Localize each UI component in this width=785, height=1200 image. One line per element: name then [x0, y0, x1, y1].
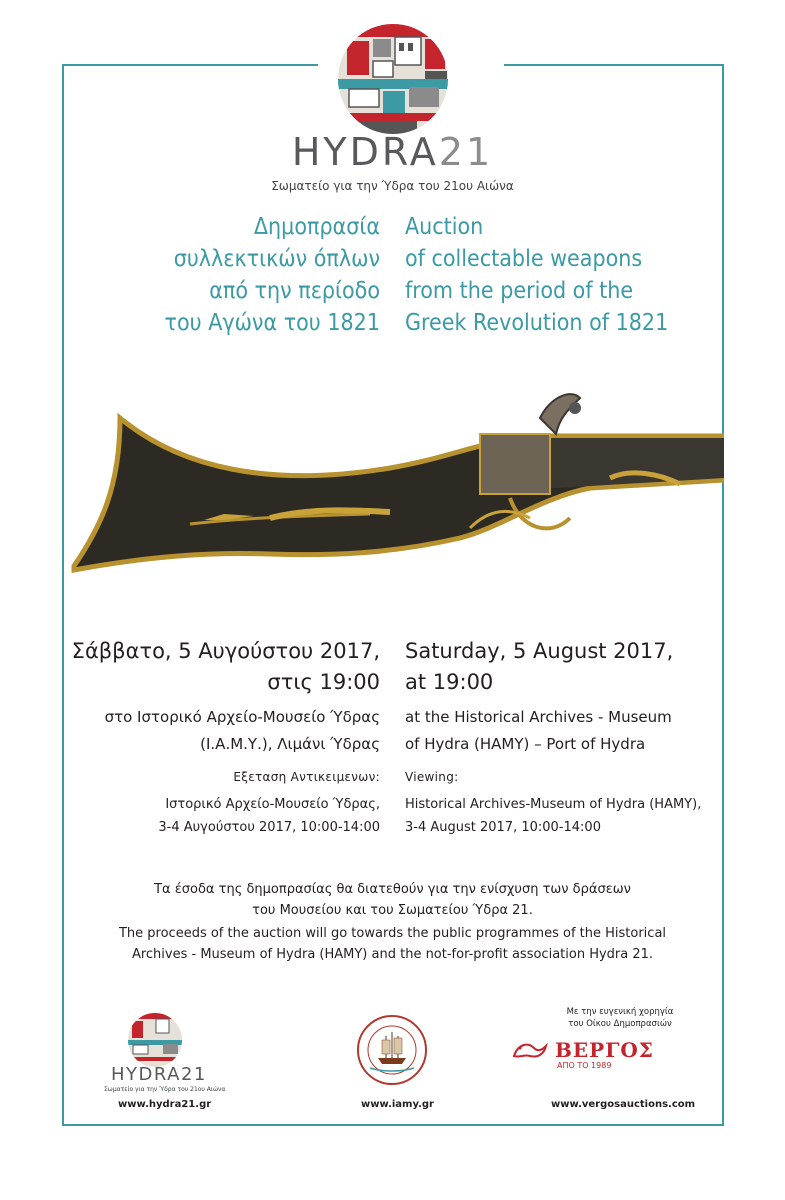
hydra-url-link[interactable]: www.hydra21.gr	[118, 1099, 212, 1110]
iamy-seal-icon	[356, 1014, 428, 1086]
flintlock-rifle-image	[70, 378, 724, 578]
viewing-english-line: Historical Archives-Museum of Hydra (HAMY),	[405, 797, 702, 812]
viewing-greek	[158, 793, 380, 839]
footer-hydra-brand: HYDRA21	[111, 1064, 207, 1085]
proceeds-english	[0, 923, 785, 965]
viewing-greek-line: 3-4 Αυγούστου 2017, 10:00-14:00	[158, 820, 380, 835]
date-english-line: Saturday, 5 August 2017,	[405, 639, 674, 663]
date-greek-line: Σάββατο, 5 Αυγούστου 2017,	[71, 639, 380, 663]
date-english-line: at 19:00	[405, 670, 494, 694]
title-greek	[165, 211, 380, 339]
hydra21-logo-icon	[337, 23, 449, 135]
date-greek	[72, 636, 380, 698]
sponsor-note-line: Με την ευγενική χορηγία	[566, 1007, 674, 1017]
viewing-greek-line: Ιστορικό Αρχείο-Μουσείο Ύδρας,	[165, 797, 380, 812]
vergos-since: ΑΠΟ ΤΟ 1989	[557, 1061, 612, 1070]
iamy-url-link[interactable]: www.iamy.gr	[361, 1099, 434, 1110]
brand-number: 21	[438, 130, 494, 174]
title-english-line: from the period of the	[405, 278, 634, 304]
viewing-heading-english: Viewing:	[405, 770, 459, 784]
viewing-heading-greek: Εξεταση Αντικειμενων:	[233, 770, 380, 784]
hydra21-small-logo-icon	[127, 1012, 183, 1068]
venue-english	[405, 704, 672, 758]
proceeds-english-line: The proceeds of the auction will go towards the public programmes of the Historical	[118, 926, 667, 941]
title-english-line: Greek Revolution of 1821	[405, 310, 669, 336]
title-greek-line: από την περίοδο	[209, 278, 380, 304]
vergos-wordmark: ΒΕΡΓΟΣ	[555, 1038, 654, 1062]
proceeds-greek	[0, 879, 785, 921]
date-greek-line: στις 19:00	[267, 670, 380, 694]
brand-name: HYDRA	[291, 130, 439, 174]
proceeds-greek-line: Τα έσοδα της δημοπρασίας θα διατεθούν για την ενίσχυση των δράσεων	[154, 882, 631, 897]
proceeds-english-line: Archives - Museum of Hydra (HAMY) and the not-for-profit association Hydra 21.	[131, 947, 654, 962]
sea-horse-icon	[510, 1038, 550, 1062]
title-greek-line: του Αγώνα του 1821	[164, 310, 380, 336]
title-english-line: Auction	[405, 214, 484, 240]
viewing-english	[405, 793, 701, 839]
venue-english-line: of Hydra (HAMY) – Port of Hydra	[405, 735, 646, 753]
title-english	[405, 211, 668, 339]
venue-greek-line: στο Ιστορικό Αρχείο-Μουσείο Ύδρας	[104, 708, 380, 726]
title-greek-line: Δημοπρασία	[253, 214, 380, 240]
venue-english-line: at the Historical Archives - Museum	[405, 708, 672, 726]
brand-tagline: Σωματείο για την Ύδρα του 21ου Αιώνα	[271, 179, 514, 193]
footer-hydra-tagline: Σωματείο για την Ύδρα του 21ου Αιώνα	[104, 1086, 226, 1093]
proceeds-greek-line: του Μουσείου και του Σωματείου Ύδρα 21.	[252, 903, 533, 918]
sponsor-note-line: του Οίκου Δημοπρασιών	[568, 1019, 672, 1029]
sponsor-note	[545, 1006, 695, 1030]
title-english-line: of collectable weapons	[405, 246, 643, 272]
viewing-english-line: 3-4 August 2017, 10:00-14:00	[405, 820, 601, 835]
venue-greek-line: (Ι.Α.Μ.Υ.), Λιμάνι Ύδρας	[200, 735, 380, 753]
brand-wordmark	[0, 130, 785, 174]
date-english	[405, 636, 673, 698]
vergos-url-link[interactable]: www.vergosauctions.com	[551, 1099, 696, 1110]
venue-greek	[105, 704, 380, 758]
title-greek-line: συλλεκτικών όπλων	[173, 246, 380, 272]
